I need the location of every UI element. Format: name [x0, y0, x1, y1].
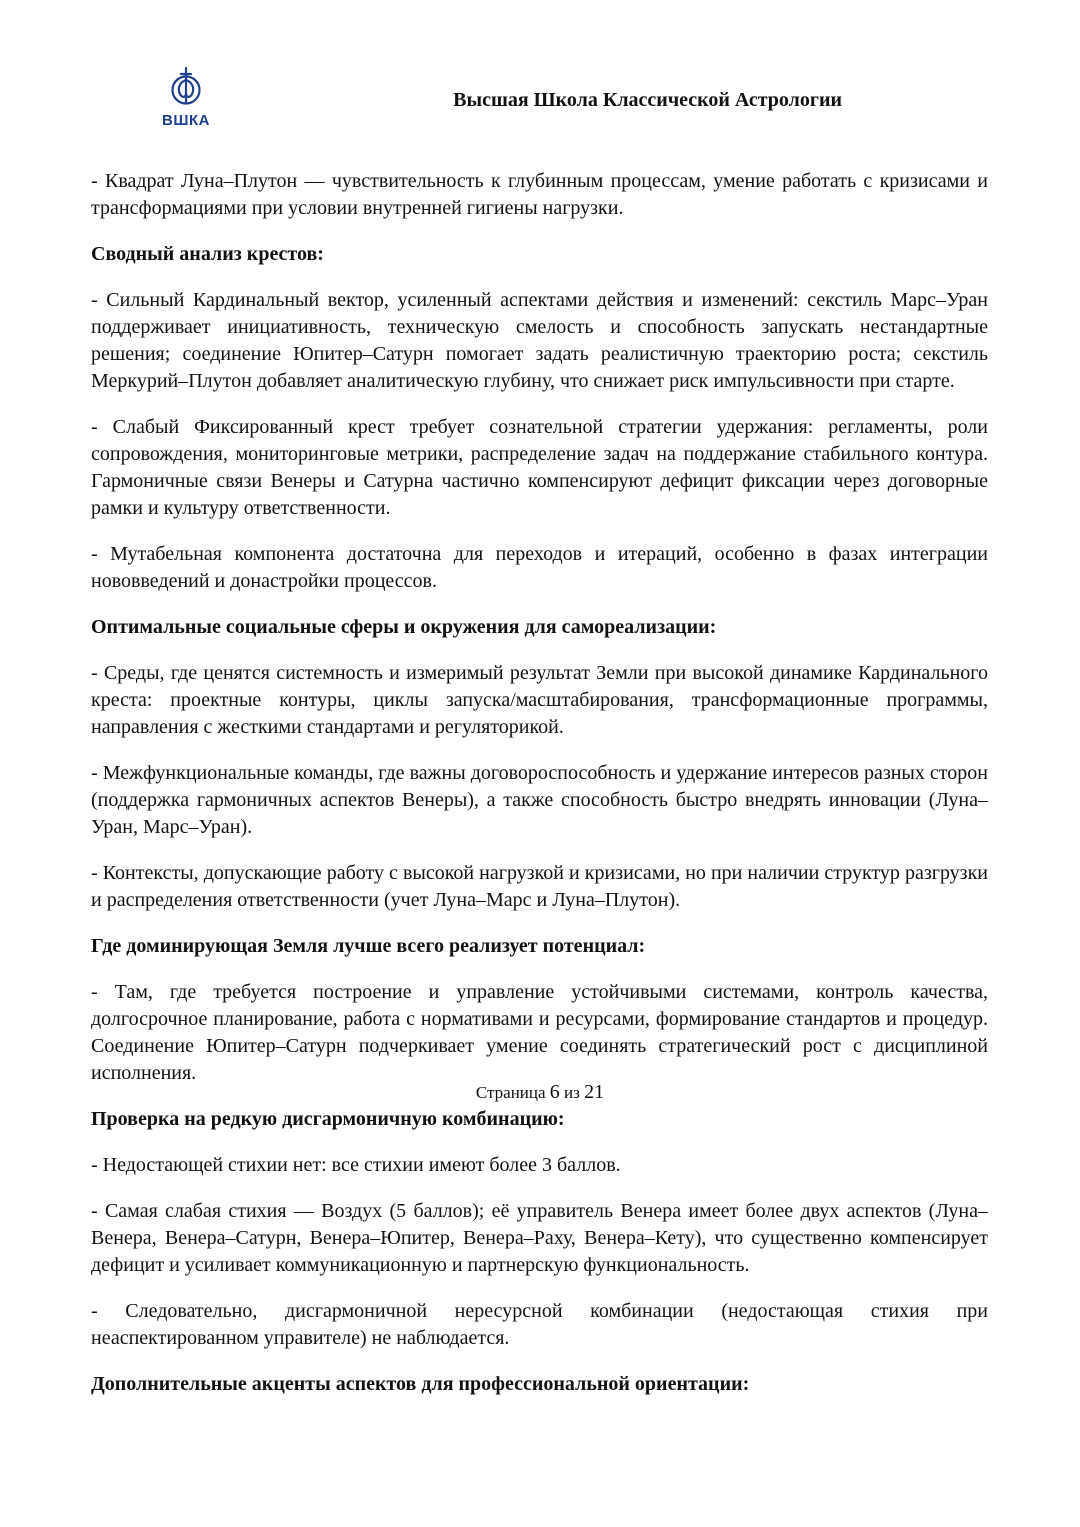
- document-body: [91, 168, 988, 1417]
- section-heading: Где доминирующая Земля лучше всего реализует потенциал:: [91, 935, 646, 957]
- current-page-number: 6: [549, 1081, 560, 1103]
- page-separator: из: [564, 1083, 580, 1102]
- page-header-title: Высшая Школа Классической Астрологии: [453, 89, 842, 111]
- paragraph: - Среды, где ценятся системность и измеримый результат Земли при высокой динамике Кардинального креста: проектные контуры, циклы запуска/масштабирования, трансформационные программы, направления с жесткими стандартами и регуляторикой.: [91, 662, 988, 738]
- paragraph: - Межфункциональные команды, где важны договороспособность и удержание интересов разных сторон (поддержка гармоничных аспектов Венеры), а также способность быстро внедрять инновации (Луна–Уран, Марс–Уран).: [91, 762, 988, 838]
- page-number-footer: [0, 1081, 1080, 1104]
- section-heading: Оптимальные социальные сферы и окружения для самореализации:: [91, 616, 717, 638]
- paragraph: - Там, где требуется построение и управление устойчивыми системами, контроль качества, долгосрочное планирование, работа с нормативами и ресурсами, формирование стандартов и процедур. Соединение Юпитер–Сатурн подчеркивает умение соединять стратегический рост с дисциплиной исполнения.: [91, 981, 988, 1084]
- page-word: Страница: [475, 1083, 546, 1102]
- paragraph: - Недостающей стихии нет: все стихии имеют более 3 баллов.: [91, 1154, 621, 1176]
- paragraph: - Мутабельная компонента достаточна для переходов и итераций, особенно в фазах интеграции нововведений и донастройки процессов.: [91, 543, 988, 592]
- paragraph: - Следовательно, дисгармоничной нересурсной комбинации (недостающая стихия при неаспектированном управителе) не наблюдается.: [91, 1300, 988, 1349]
- paragraph: - Слабый Фиксированный крест требует сознательной стратегии удержания: регламенты, роли сопровождения, мониторинговые метрики, распределение задач на поддержание стабильного контура. Гармоничные связи Венеры и Сатурна частично компенсируют дефицит фиксации через договорные рамки и культуру ответственности.: [91, 416, 988, 519]
- section-heading: Проверка на редкую дисгармоничную комбинацию:: [91, 1108, 565, 1130]
- logo-text: ВШКА: [162, 112, 210, 129]
- total-pages-number: 21: [584, 1081, 605, 1103]
- paragraph: - Контексты, допускающие работу с высокой нагрузкой и кризисами, но при наличии структур разгрузки и распределения ответственности (учет Луна–Марс и Луна–Плутон).: [91, 862, 988, 911]
- section-heading: Дополнительные акценты аспектов для профессиональной ориентации:: [91, 1373, 750, 1395]
- section-heading: Сводный анализ крестов:: [91, 243, 324, 265]
- paragraph: - Самая слабая стихия — Воздух (5 баллов); её управитель Венера имеет более двух аспектов (Луна–Венера, Венера–Сатурн, Венера–Юпитер, Венера–Раху, Венера–Кету), что существенно компенсирует дефицит и усиливает коммуникационную и партнерскую функциональность.: [91, 1200, 988, 1276]
- paragraph: - Квадрат Луна–Плутон — чувствительность к глубинным процессам, умение работать с кризисами и трансформациями при условии внутренней гигиены нагрузки.: [91, 170, 988, 219]
- paragraph: - Сильный Кардинальный вектор, усиленный аспектами действия и изменений: секстиль Марс–Уран поддерживает инициативность, техническую смелость и способность запускать нестандартные решения; соединение Юпитер–Сатурн помогает задать реалистичную траекторию роста; секстиль Меркурий–Плутон добавляет аналитическую глубину, что снижает риск импульсивности при старте.: [91, 289, 988, 392]
